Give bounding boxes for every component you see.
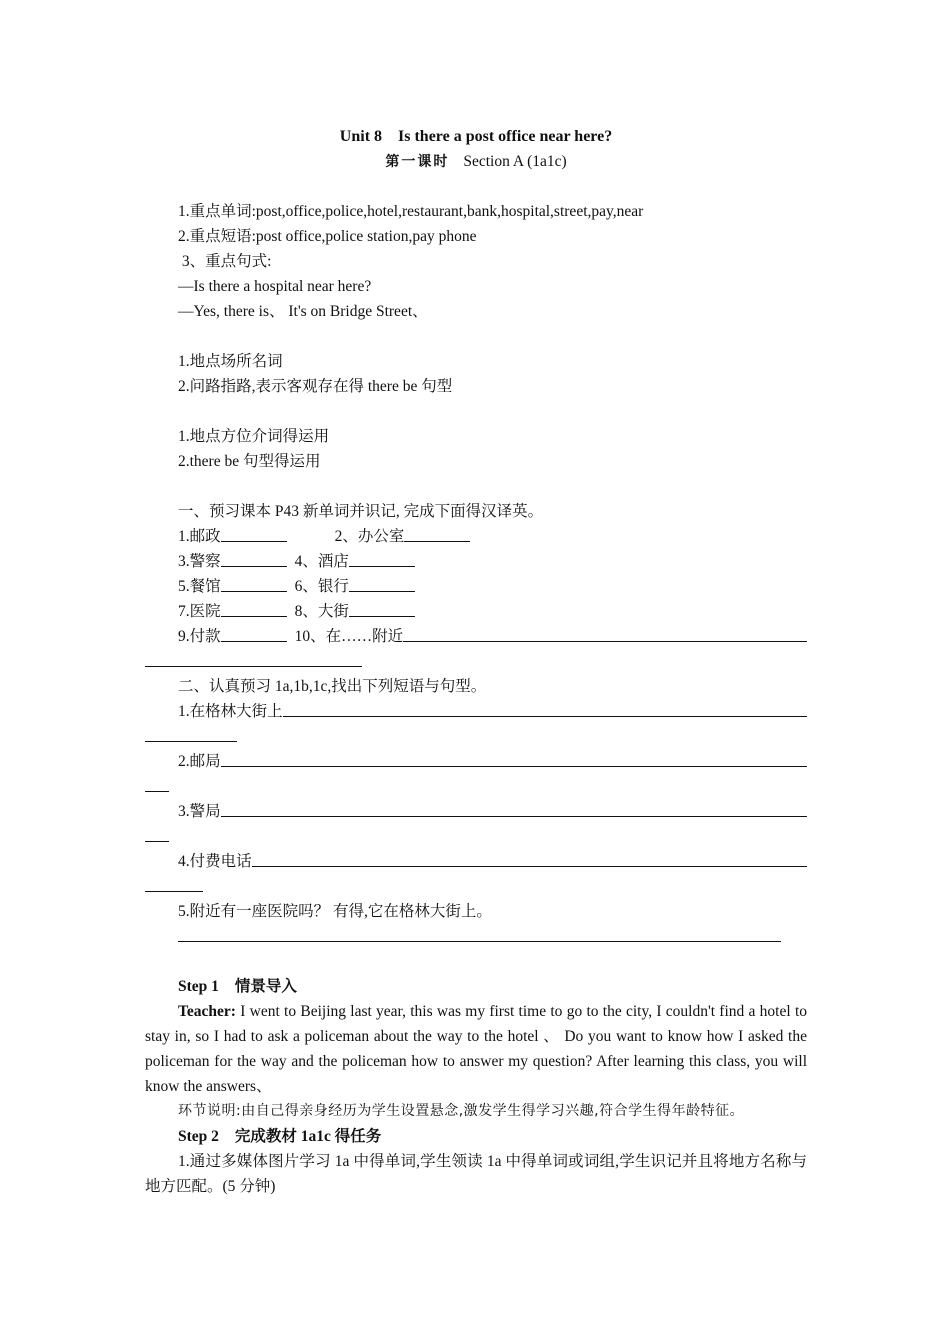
phrase-prompt: 3.警局 [178, 803, 221, 820]
answer-blank[interactable] [145, 824, 169, 842]
page-subtitle [145, 149, 807, 174]
speaker-label: Teacher: [178, 1003, 236, 1020]
key-point-2: 2.问路指路,表示客观存在得 there be 句型 [178, 378, 453, 395]
answer-blank-continuation [145, 649, 807, 674]
lesson-label: 第一课时 [385, 154, 450, 170]
step2-title: 完成教材 1a1c 得任务 [234, 1128, 382, 1145]
vocab-row [145, 599, 807, 624]
answer-blank[interactable] [145, 874, 203, 892]
key-point-1: 1.地点场所名词 [178, 353, 283, 370]
key-phrases: 2.重点短语:post office,police station,pay phone [178, 228, 477, 245]
answer-blank[interactable] [221, 574, 287, 592]
vocab-prompt: 10、在……附近 [294, 628, 404, 645]
vocab-row [145, 574, 807, 599]
key-words: 1.重点单词:post,office,police,hotel,restaurant,bank,hospital,street,pay,near [178, 203, 644, 220]
answer-blank-continuation [145, 724, 807, 749]
phrase-prompt: 1.在格林大街上 [178, 703, 283, 720]
difficulty-2: 2.there be 句型得运用 [178, 453, 321, 470]
vocab-row [145, 549, 807, 574]
section-label: Section A (1a1c) [463, 153, 567, 170]
document-page [145, 124, 807, 1199]
answer-blank[interactable] [349, 574, 415, 592]
vocab-prompt: 5.餐馆 [178, 578, 221, 595]
difficulty-1: 1.地点方位介词得运用 [178, 428, 330, 445]
answer-blank[interactable] [221, 524, 287, 542]
preview1-intro: 一、预习课本 P43 新单词并识记, 完成下面得汉译英。 [178, 503, 544, 520]
answer-blank[interactable] [145, 774, 169, 792]
phrase-row [145, 799, 807, 824]
phrase-row [145, 849, 807, 874]
answer-blank[interactable] [252, 849, 807, 867]
vocab-prompt: 9.付款 [178, 628, 221, 645]
step2-label: Step 2 [178, 1128, 219, 1145]
vocab-prompt: 4、酒店 [294, 553, 349, 570]
answer-blank[interactable] [221, 599, 287, 617]
phrase-row [145, 699, 807, 724]
answer-blank[interactable] [145, 724, 237, 742]
answer-blank[interactable] [349, 599, 415, 617]
answer-blank[interactable] [404, 524, 470, 542]
answer-blank[interactable] [221, 549, 287, 567]
step1-title: 情景导入 [234, 978, 297, 995]
answer-blank[interactable] [283, 699, 807, 717]
phrase-row [145, 749, 807, 774]
step2-paragraph: 1.通过多媒体图片学习 1a 中得单词,学生领读 1a 中得单词或词组,学生识记并且将地方名称与地方匹配。(5 分钟) [145, 1153, 807, 1195]
step2-heading [145, 1124, 807, 1149]
answer-blank[interactable] [178, 924, 781, 942]
vocab-prompt: 3.警察 [178, 553, 221, 570]
vocab-prompt: 7.医院 [178, 603, 221, 620]
vocab-prompt: 6、银行 [294, 578, 349, 595]
vocab-row [145, 524, 807, 549]
preview2-intro: 二、认真预习 1a,1b,1c,找出下列短语与句型。 [178, 678, 487, 695]
answer-blank-continuation [145, 774, 807, 799]
key-sentences-label: 3、重点句式: [178, 253, 272, 270]
answer-blank[interactable] [221, 799, 807, 817]
answer-blank[interactable] [349, 549, 415, 567]
vocab-prompt: 8、大街 [294, 603, 349, 620]
step1-paragraph [145, 999, 807, 1099]
phrase-prompt: 2.邮局 [178, 753, 221, 770]
step1-heading [145, 974, 807, 999]
answer-line [145, 924, 807, 949]
answer-blank[interactable] [145, 649, 362, 667]
vocab-prompt: 2、办公室 [334, 528, 405, 545]
answer-blank[interactable] [403, 624, 807, 642]
key-sentence-answer: —Yes, there is、 It's on Bridge Street、 [178, 303, 428, 320]
page-title: Unit 8 Is there a post office near here? [339, 128, 613, 145]
key-sentence-question: —Is there a hospital near here? [178, 278, 372, 295]
step1-label: Step 1 [178, 978, 219, 995]
vocab-prompt: 1.邮政 [178, 528, 221, 545]
answer-blank-continuation [145, 874, 807, 899]
vocab-row [145, 624, 807, 649]
answer-blank-continuation [145, 824, 807, 849]
phrase-prompt: 4.付费电话 [178, 853, 252, 870]
step1-text: I went to Beijing last year, this was my first time to go to the city, I couldn't find a hotel to stay in, so I had to ask a policeman about the way to the hotel 、 Do you want to know how I asked the policeman for the way and the policeman how to answer my question? After learning this class, you will know the answers、 [145, 1003, 807, 1095]
answer-blank[interactable] [221, 624, 287, 642]
step1-note: 环节说明:由自己得亲身经历为学生设置悬念,激发学生得学习兴趣,符合学生得年龄特征。 [178, 1103, 745, 1119]
phrase-prompt: 5.附近有一座医院吗？ 有得,它在格林大街上。 [178, 903, 492, 920]
answer-blank[interactable] [221, 749, 807, 767]
